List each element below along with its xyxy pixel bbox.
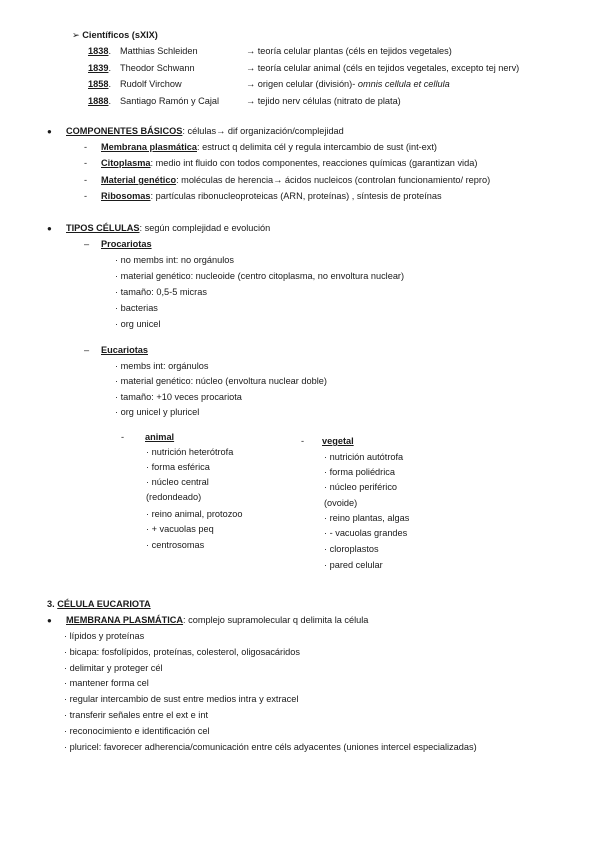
list-item: · núcleo central — [146, 477, 209, 487]
scientist-desc-text: origen celular (división)- — [257, 79, 356, 89]
list-item: · material genético: núcleo (envoltura nuclear doble) — [115, 376, 327, 386]
list-item: · regular intercambio de sust entre medios intra y extracel — [64, 694, 299, 704]
list-item: · delimitar y proteger cél — [64, 663, 163, 673]
plant-title — [322, 435, 354, 447]
right-arrow-icon: → — [246, 46, 256, 56]
bullet-icon: ● — [47, 127, 52, 136]
dash-icon: - — [121, 432, 125, 442]
section-title: CÉLULA EUCARIOTA — [57, 599, 151, 609]
dash-icon: - — [84, 142, 88, 152]
list-item: · reino animal, protozoo — [146, 509, 243, 519]
scientist-year: 1838 — [88, 46, 109, 56]
list-item: · transferir señales entre el ext e int — [64, 710, 209, 720]
scientist-name: Rudolf Virchow — [120, 79, 182, 89]
list-item: · material genético: nucleoide (centro citoplasma, no envoltura nuclear) — [115, 271, 405, 281]
scientist-year: 1839 — [88, 63, 109, 73]
scientist-desc-text: teoría celular plantas (céls en tejidos vegetales) — [257, 46, 452, 56]
scientist-desc-text: teoría celular animal (céls en tejidos vegetales, excepto tej nerv) — [257, 63, 520, 73]
prokaryotes-title-text: Procariotas — [101, 239, 152, 249]
list-item: · forma esférica — [146, 462, 210, 472]
list-item: · nutrición autótrofa — [324, 452, 404, 462]
component-text: : moléculas de herencia→ ácidos nucleicos (controlan funcionamiento/ repro) — [176, 175, 491, 185]
list-item: · pared celular — [324, 560, 383, 570]
scientist-name: Matthias Schleiden — [120, 46, 198, 56]
list-item: · nutrición heterótrofa — [146, 447, 234, 457]
dash-icon: - — [84, 158, 88, 168]
component-term: Membrana plasmática — [101, 142, 197, 152]
list-item: · núcleo periférico — [324, 482, 398, 492]
section-number: 3. — [47, 599, 55, 609]
dash-icon: - — [301, 436, 305, 446]
list-item: · reconocimiento e identificación cel — [64, 726, 210, 736]
scientist-desc — [246, 45, 452, 57]
membrane-intro: : complejo supramolecular q delimita la célula — [183, 615, 369, 625]
section-heading — [47, 598, 151, 610]
dash-icon: – — [84, 345, 90, 355]
scientist-desc-italic: omnis cellula et cellula — [357, 79, 450, 89]
component-text: : medio int fluido con todos componentes, reacciones químicas (garantizan vida) — [150, 158, 478, 168]
basic-components-heading — [66, 125, 344, 137]
list-item: · pluricel: favorecer adherencia/comunicación entre céls adyacentes (uniones intercel especializadas) — [64, 742, 477, 752]
scientist-row: 1888. — [88, 96, 112, 106]
basic-components-intro: : células→ dif organización/complejidad — [182, 126, 344, 136]
list-item: · mantener forma cel — [64, 678, 149, 688]
scientist-desc — [246, 62, 519, 74]
scientist-name: Santiago Ramón y Cajal — [120, 96, 220, 106]
component-term: Ribosomas — [101, 191, 151, 201]
list-item: (redondeado) — [146, 492, 202, 502]
scientist-desc-text: tejido nerv células (nitrato de plata) — [257, 96, 401, 106]
scientist-desc — [246, 78, 450, 90]
scientist-row: 1839. — [88, 63, 112, 73]
component-text: : estruct q delimita cél y regula intercambio de sust (int-ext) — [197, 142, 437, 152]
eukaryotes-title — [101, 344, 148, 356]
component-term: Citoplasma — [101, 158, 151, 168]
animal-title — [145, 431, 174, 443]
list-item: · org unicel y pluricel — [115, 407, 200, 417]
list-item: · reino plantas, algas — [324, 513, 410, 523]
list-item: · bacterias — [115, 303, 158, 313]
eukaryotes-title-text: Eucariotas — [101, 345, 148, 355]
list-item: · tamaño: +10 veces procariota — [115, 392, 242, 402]
list-item: · + vacuolas peq — [146, 524, 214, 534]
list-item: · no membs int: no orgánulos — [115, 255, 234, 265]
list-item: · membs int: orgánulos — [115, 361, 209, 371]
animal-title-text: animal — [145, 432, 175, 442]
scientist-year: 1888 — [88, 96, 109, 106]
scientist-row: 1858. — [88, 79, 112, 89]
arrow-bullet-icon: ➢ — [72, 30, 80, 40]
right-arrow-icon: → — [246, 96, 256, 106]
scientist-year: 1858 — [88, 79, 109, 89]
component-term: Material genético — [101, 175, 177, 185]
component-item — [101, 157, 477, 169]
scientists-title: Científicos (sXIX) — [82, 30, 158, 40]
scientist-desc — [246, 95, 401, 107]
basic-components-title: COMPONENTES BÁSICOS — [66, 126, 183, 136]
cell-types-intro: : según complejidad e evolución — [139, 223, 271, 233]
list-item: · bicapa: fosfolípidos, proteínas, colesterol, oligosacáridos — [64, 647, 300, 657]
dash-icon: - — [84, 191, 88, 201]
list-item: · cloroplastos — [324, 544, 379, 554]
list-item: · - vacuolas grandes — [324, 528, 408, 538]
cell-types-title: TIPOS CÉLULAS — [66, 223, 140, 233]
component-item — [101, 190, 442, 202]
component-item — [101, 141, 437, 153]
right-arrow-icon: → — [246, 63, 256, 73]
list-item: · forma poliédrica — [324, 467, 395, 477]
dash-icon: – — [84, 239, 90, 249]
list-item: (ovoide) — [324, 498, 358, 508]
plant-title-text: vegetal — [322, 436, 354, 446]
membrane-title: MEMBRANA PLASMÁTICA — [66, 615, 184, 625]
cell-types-heading — [66, 222, 270, 234]
bullet-icon: ● — [47, 224, 52, 233]
scientists-header — [72, 29, 158, 41]
list-item: · centrosomas — [146, 540, 205, 550]
list-item: · lípidos y proteínas — [64, 631, 145, 641]
membrane-heading — [66, 614, 368, 626]
scientist-name: Theodor Schwann — [120, 63, 195, 73]
component-item — [101, 174, 490, 186]
prokaryotes-title — [101, 238, 152, 250]
right-arrow-icon: → — [246, 79, 256, 89]
component-text: : partículas ribonucleoproteicas (ARN, proteínas) , síntesis de proteínas — [150, 191, 442, 201]
list-item: · tamaño: 0,5-5 micras — [115, 287, 207, 297]
scientist-row: 1838. — [88, 46, 112, 56]
dash-icon: - — [84, 175, 88, 185]
list-item: · org unicel — [115, 319, 161, 329]
bullet-icon: ● — [47, 616, 52, 625]
